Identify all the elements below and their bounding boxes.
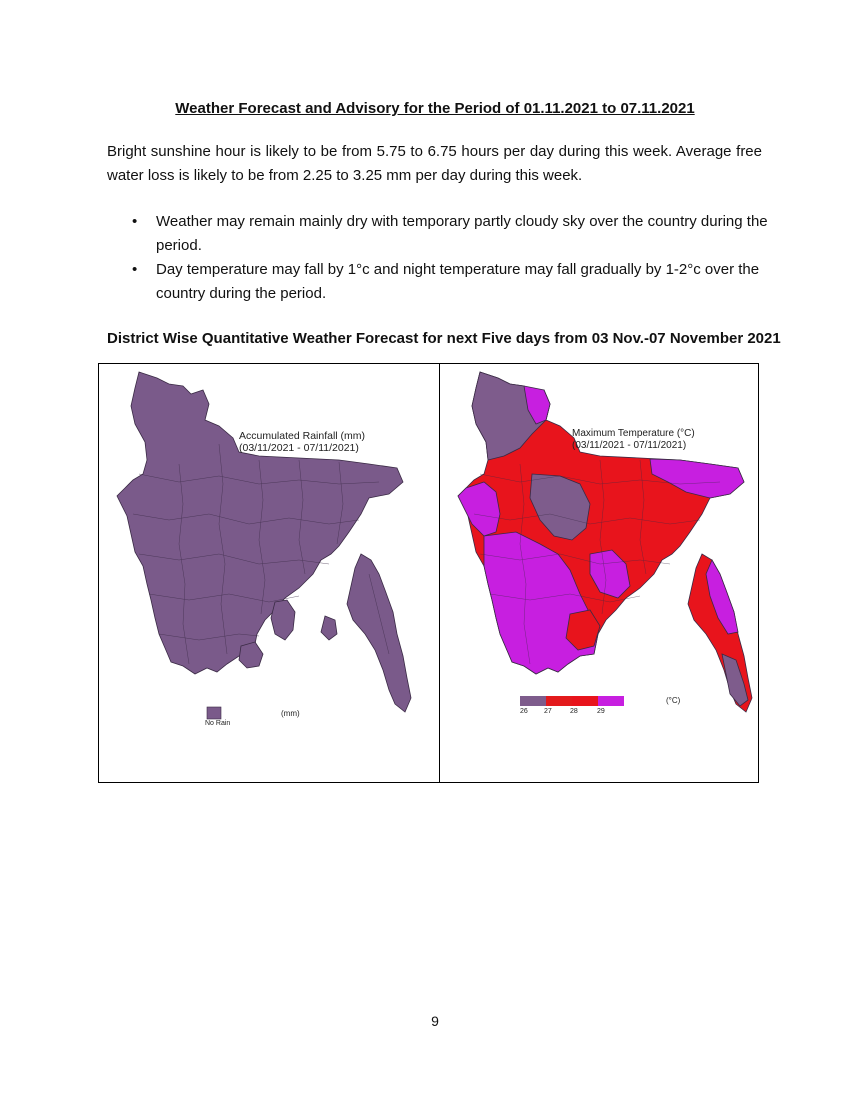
- legend-swatch-27: [546, 696, 572, 706]
- temperature-legend-unit: (°C): [666, 696, 681, 705]
- legend-swatch-26: [520, 696, 546, 706]
- list-item: [107, 210, 777, 258]
- rainfall-title-line1: Accumulated Rainfall (mm): [239, 430, 366, 442]
- bangladesh-map-rain: [117, 372, 411, 712]
- temperature-map-image: [440, 364, 758, 782]
- temperature-map-title: [572, 428, 695, 452]
- legend-swatch-29: [598, 696, 624, 706]
- map-table: [98, 363, 759, 783]
- page-number: 9: [431, 1013, 439, 1029]
- legend-tick-29: 29: [597, 708, 605, 715]
- rainfall-title-line2: (03/11/2021 - 07/11/2021): [239, 442, 359, 454]
- bangladesh-map-temp: [458, 372, 752, 712]
- temperature-map-cell: [439, 364, 758, 782]
- legend-swatch: [207, 707, 221, 719]
- advisory-list: [107, 210, 777, 306]
- temperature-title-line2: (03/11/2021 - 07/11/2021): [572, 440, 687, 451]
- bullet-text: Weather may remain mainly dry with temporary partly cloudy sky over the country during the period.: [156, 213, 768, 254]
- bullet-icon: •: [132, 213, 138, 230]
- page-title: Weather Forecast and Advisory for the Period of 01.11.2021 to 07.11.2021: [175, 100, 695, 117]
- temperature-title-line1: Maximum Temperature (°C): [572, 428, 695, 439]
- rainfall-map-cell: [99, 364, 439, 782]
- list-item: [107, 258, 777, 306]
- rainfall-legend-label: No Rain: [205, 720, 231, 727]
- rainfall-map-title: [239, 430, 365, 454]
- legend-tick-27: 27: [544, 708, 552, 715]
- rainfall-legend-unit: (mm): [281, 709, 300, 718]
- rainfall-map-image: [99, 364, 439, 782]
- intro-paragraph: Bright sunshine hour is likely to be from 5.75 to 6.75 hours per day during this week. Average free water loss is likely to be from 2.25 to 3.25 mm per day during this week.: [107, 143, 762, 184]
- bullet-icon: •: [132, 261, 138, 278]
- legend-tick-28: 28: [570, 708, 578, 715]
- section-heading: District Wise Quantitative Weather Forecast for next Five days from 03 Nov.-07 November 2021: [107, 330, 781, 347]
- legend-swatch-28: [572, 696, 598, 706]
- legend-tick-26: 26: [520, 708, 528, 715]
- bullet-text: Day temperature may fall by 1°c and night temperature may fall gradually by 1-2°c over the country during the period.: [156, 261, 760, 302]
